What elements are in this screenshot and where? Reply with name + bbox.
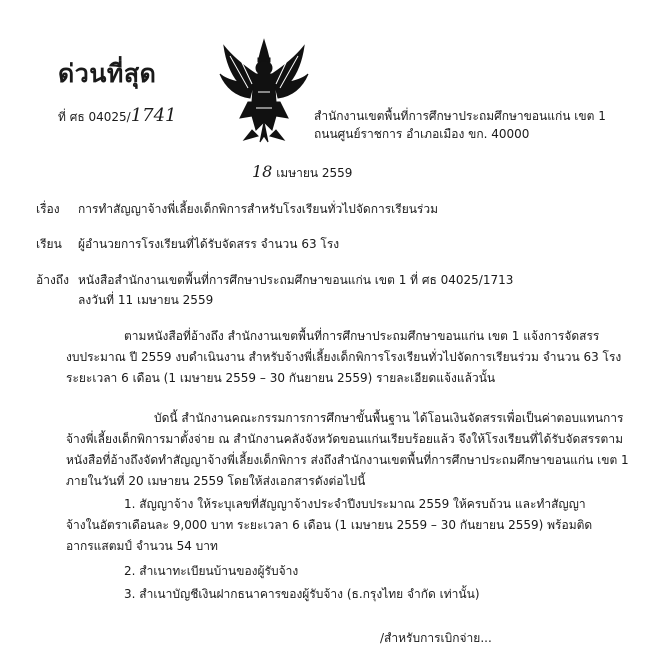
list-item-1-line: 1. สัญญาจ้าง ให้ระบุเลขที่สัญญาจ้างประจำปีงบประมาณ 2559 ให้ครบถ้วน และทำสัญญา: [124, 497, 586, 511]
list-item-2: 2. สำเนาทะเบียนบ้านของผู้รับจ้าง: [124, 564, 299, 578]
date-month-year: เมษายน 2559: [276, 166, 353, 180]
addressee-label: เรียน: [36, 237, 62, 251]
reference-prefix: ที่ ศธ 04025/: [58, 110, 131, 124]
document-date: [252, 164, 352, 181]
reference-label: อ้างถึง: [36, 273, 69, 287]
office-name: สำนักงานเขตพื้นที่การศึกษาประถมศึกษาขอนแก่น เขต 1: [314, 109, 606, 123]
list-item-1-line: อากรแสตมป์ จำนวน 54 บาท: [66, 539, 218, 553]
list-item-1-line: จ้างในอัตราเดือนละ 9,000 บาท ระยะเวลา 6 เดือน (1 เมษายน 2559 – 30 กันยายน 2559) พร้อมติด: [66, 518, 593, 532]
reference-number-line: [58, 105, 177, 126]
subject-text: การทำสัญญาจ้างพี่เลี้ยงเด็กพิการสำหรับโรงเรียนทั่วไปจัดการเรียนร่วม: [78, 202, 439, 216]
office-address: ถนนศูนย์ราชการ อำเภอเมือง ขก. 40000: [314, 127, 530, 141]
addressee-text: ผู้อำนวยการโรงเรียนที่ได้รับจัดสรร จำนวน 63 โรง: [78, 237, 340, 251]
reference-line-2: ลงวันที่ 11 เมษายน 2559: [78, 293, 214, 307]
paragraph-2-line: หนังสือที่อ้างถึงจัดทำสัญญาจ้างพี่เลี้ยงเด็กพิการ ส่งถึงสำนักงานเขตพื้นที่การศึกษาประถมศึกษาขอนแก่น เขต 1: [66, 453, 629, 467]
urgency-heading: ด่วนที่สุด: [58, 59, 157, 88]
paragraph-2-line: บัดนี้ สำนักงานคณะกรรมการการศึกษาขั้นพื้นฐาน ได้โอนเงินจัดสรรเพื่อเป็นค่าตอบแทนการ: [154, 411, 624, 425]
paragraph-1-line: ตามหนังสือที่อ้างถึง สำนักงานเขตพื้นที่การศึกษาประถมศึกษาขอนแก่น เขต 1 แจ้งการจัดสรร: [124, 329, 600, 343]
continuation-note: /สำหรับการเบิกจ่าย...: [380, 631, 492, 645]
handwritten-reference-number: 1741: [130, 105, 177, 126]
handwritten-date-day: 18: [252, 162, 273, 181]
subject-label: เรื่อง: [36, 202, 60, 216]
garuda-emblem-icon: [218, 36, 310, 144]
paragraph-2-line: จ้างพี่เลี้ยงเด็กพิการมาตั้งจ่าย ณ สำนักงานคลังจังหวัดขอนแก่นเรียบร้อยแล้ว จึงให้โรงเรียนที่ได้รับจัดสรรตาม: [66, 432, 623, 446]
list-item-3: 3. สำเนาบัญชีเงินฝากธนาคารของผู้รับจ้าง (ธ.กรุงไทย จำกัด เท่านั้น): [124, 587, 480, 601]
paragraph-1-line: ระยะเวลา 6 เดือน (1 เมษายน 2559 – 30 กันยายน 2559) รายละเอียดแจ้งแล้วนั้น: [66, 371, 496, 385]
paragraph-2-line: ภายในวันที่ 20 เมษายน 2559 โดยให้ส่งเอกสารดังต่อไปนี้: [66, 474, 366, 488]
reference-line-1: หนังสือสำนักงานเขตพื้นที่การศึกษาประถมศึกษาขอนแก่น เขต 1 ที่ ศธ 04025/1713: [78, 273, 514, 287]
paragraph-1-line: งบประมาณ ปี 2559 งบดำเนินงาน สำหรับจ้างพี่เลี้ยงเด็กพิการโรงเรียนทั่วไปจัดการเรียนร่วม จำนวน 63 โรง: [66, 350, 622, 364]
